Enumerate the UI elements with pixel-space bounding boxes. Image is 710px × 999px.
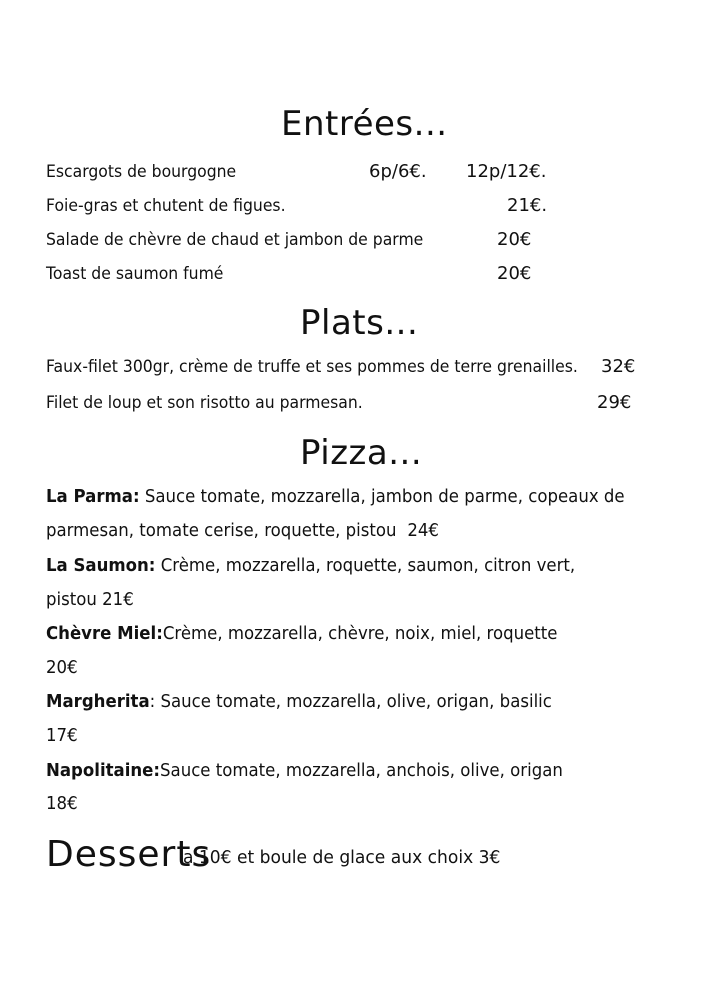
- pizza-item: [46, 760, 563, 781]
- pizza-name: La Saumon:: [46, 555, 156, 576]
- plat-item-price: 32€: [601, 356, 636, 377]
- pizza-item: [46, 623, 557, 644]
- pizza-name: La Parma:: [46, 486, 140, 507]
- pizza-ingredients: parmesan, tomate cerise, roquette, pistou: [46, 520, 397, 541]
- pizza-item: [46, 691, 552, 712]
- pizza-ingredients: Sauce tomate, mozzarella, jambon de parme, copeaux de: [139, 486, 625, 507]
- plat-item-price: 29€: [597, 392, 632, 413]
- section-title-entrees: Entrées...: [281, 104, 448, 144]
- plat-item-name: Filet de loup et son risotto au parmesan.: [46, 393, 363, 413]
- entree-item-price: 20€: [497, 263, 532, 284]
- pizza-ingredients: Sauce tomate, mozzarella, anchois, olive, origan: [160, 760, 563, 781]
- section-title-plats: Plats...: [300, 303, 419, 343]
- entree-item-price: 20€: [497, 229, 532, 250]
- pizza-price: 17€: [46, 725, 78, 746]
- pizza-name: Margherita: [46, 691, 150, 712]
- section-title-desserts: Desserts: [46, 834, 212, 875]
- pizza-ingredients: Crème, mozzarella, chèvre, noix, miel, roquette: [162, 623, 558, 644]
- pizza-ingredients: Crème, mozzarella, roquette, saumon, citron vert,: [155, 555, 576, 576]
- section-title-pizza: Pizza...: [300, 433, 423, 473]
- entree-item-price: 6p/6€.: [369, 161, 427, 182]
- entree-item-name: Escargots de bourgogne: [46, 162, 237, 182]
- pizza-price: 24€: [407, 520, 439, 541]
- plat-item-name: Faux-filet 300gr, crème de truffe et ses pommes de terre grenailles.: [46, 357, 578, 377]
- pizza-ingredients: : Sauce tomate, mozzarella, olive, origan, basilic: [149, 691, 552, 712]
- entree-item-price: 21€.: [507, 195, 548, 216]
- pizza-name: Chèvre Miel:: [46, 623, 163, 644]
- entree-item-name: Toast de saumon fumé: [46, 264, 224, 284]
- entree-item-price: 12p/12€.: [466, 161, 547, 182]
- pizza-item: [46, 555, 575, 576]
- pizza-item: [46, 486, 625, 507]
- pizza-name: Napolitaine:: [46, 760, 161, 781]
- pizza-price: 20€: [46, 657, 78, 678]
- dessert-description: a 10€ et boule de glace aux choix 3€: [183, 847, 501, 868]
- pizza-item-continued: pistou 21€: [46, 589, 134, 610]
- pizza-item-continued: [46, 520, 439, 541]
- entree-item-name: Salade de chèvre de chaud et jambon de parme: [46, 230, 424, 250]
- entree-item-name: Foie-gras et chutent de figues.: [46, 196, 286, 216]
- pizza-price: 18€: [46, 793, 78, 814]
